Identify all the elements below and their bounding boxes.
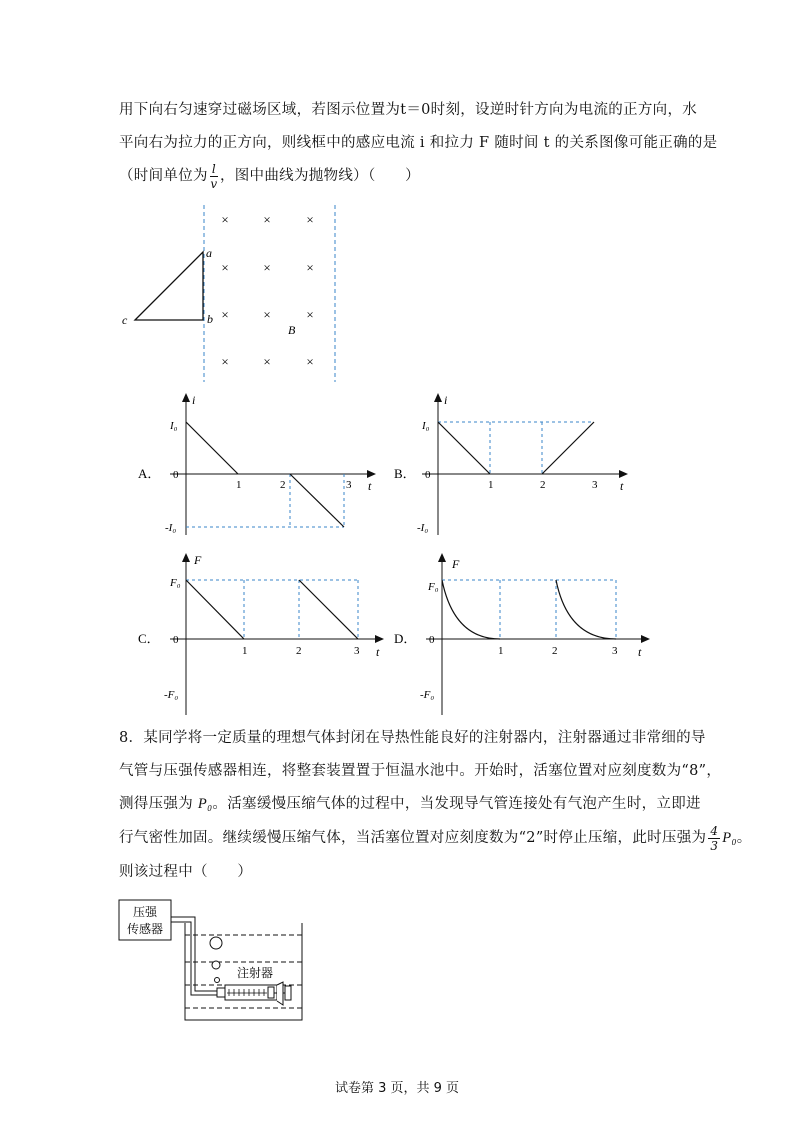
tick-label: 1: [236, 479, 242, 491]
y-axis-arrow: [438, 553, 446, 562]
y-axis-arrow: [182, 393, 190, 402]
option-d-label: D．: [394, 631, 417, 646]
q8-text-line3: [119, 788, 701, 821]
top-value-label: F₀: [428, 581, 439, 593]
option-b-graph: [390, 390, 650, 540]
q8-line4-pre: 行气密性加固。继续缓慢压缩气体，当活塞位置对应刻度数为“2”时停止压缩，此时压强为: [119, 830, 707, 846]
air-tube-inner: [171, 922, 217, 995]
tick-label: 1: [488, 479, 494, 491]
q8-apparatus-figure: [115, 895, 315, 1025]
origin-label: 0: [425, 469, 431, 481]
field-x-mark: ×: [221, 212, 229, 227]
tick-label: 3: [354, 645, 360, 657]
option-c-graph: [130, 550, 390, 720]
frac-numerator: l: [211, 161, 216, 176]
sensor-label-line2: 传感器: [126, 922, 164, 936]
curve-segment: [186, 580, 244, 639]
tick-label: 3: [346, 479, 352, 491]
p0-symbol: P₀: [197, 796, 213, 812]
x-axis-label: t: [376, 645, 380, 659]
field-x-mark: ×: [263, 260, 271, 275]
curve-segment: [186, 422, 238, 474]
y-axis-arrow: [434, 393, 442, 402]
field-x-mark: ×: [263, 354, 271, 369]
field-x-mark: ×: [306, 354, 314, 369]
syringe-flange: [277, 982, 283, 1005]
field-x-mark: ×: [306, 260, 314, 275]
curve-segment: [556, 580, 616, 639]
air-tube-outer: [171, 917, 217, 991]
curve-segment: [290, 474, 344, 527]
option-d-graph: [390, 550, 660, 720]
x-axis-arrow: [367, 470, 376, 478]
q8-text-line1: 8．某同学将一定质量的理想气体封闭在导热性能良好的注射器内，注射器通过非常细的导: [119, 730, 706, 746]
x-axis-label: t: [368, 479, 372, 493]
curve-segment: [438, 422, 490, 474]
q7-text-line3: [119, 160, 679, 193]
q8-line3-pre: 测得压强为: [119, 796, 198, 812]
curve-segment: [299, 580, 358, 639]
triangle-loop: [135, 252, 203, 320]
tick-label: 1: [242, 645, 248, 657]
bottom-value-label: -I₀: [165, 522, 177, 534]
tick-label: 2: [296, 645, 302, 657]
q7-line3-pre: （时间单位为: [119, 168, 208, 184]
field-x-mark: ×: [306, 307, 314, 322]
top-value-label: F₀: [170, 577, 181, 589]
p0-symbol: P₀: [722, 830, 737, 846]
q8-line3-post: 。活塞缓慢压缩气体的过程中，当发现导气管连接处有气泡产生时，立即进: [212, 796, 701, 812]
y-axis-label: F: [194, 553, 202, 567]
origin-label: 0: [173, 469, 179, 481]
field-x-mark: ×: [263, 212, 271, 227]
field-x-mark: ×: [221, 354, 229, 369]
q8-text-line5: 则该过程中（ ）: [119, 864, 253, 880]
page-footer: 试卷第 3 页，共 9 页: [334, 1081, 460, 1096]
y-axis-label: i: [444, 393, 448, 407]
sensor-label-line1: 压强: [132, 905, 158, 919]
syringe-piston: [268, 987, 274, 998]
q7-text-line1: 用下向右匀速穿过磁场区域，若图示位置为t＝0时刻，设逆时针方向为电流的正方向，水: [119, 102, 698, 118]
origin-label: 0: [173, 634, 179, 646]
y-axis-label: i: [192, 393, 196, 407]
option-a-graph: [130, 390, 390, 540]
pressure-fraction: [708, 824, 720, 853]
frac-denominator: v: [210, 176, 218, 191]
q7-line3-post: ，图中曲线为抛物线）（ ）: [219, 168, 420, 184]
field-x-mark: ×: [306, 212, 314, 227]
tick-label: 3: [592, 479, 598, 491]
frac-numerator: 4: [710, 823, 719, 838]
q8-line4-post: 。: [736, 830, 752, 846]
option-a-label: A．: [138, 466, 161, 481]
y-axis-label: F: [452, 557, 460, 571]
q8-text-line4: [119, 822, 752, 855]
field-x-mark: ×: [263, 307, 271, 322]
y-axis-arrow: [182, 553, 190, 562]
curve-segment: [442, 580, 500, 639]
curve-segment: [542, 422, 594, 474]
q7-field-figure: [110, 200, 360, 385]
vertex-b-label: b: [207, 312, 213, 326]
field-x-mark: ×: [221, 307, 229, 322]
option-b-label: B．: [394, 466, 416, 481]
tick-label: 2: [552, 645, 558, 657]
bottom-value-label: -F₀: [164, 689, 179, 701]
x-axis-label: t: [638, 645, 642, 659]
bottom-value-label: -F₀: [420, 689, 435, 701]
field-marks: [221, 212, 313, 369]
gas-bubble: [215, 978, 220, 983]
tick-label: 2: [540, 479, 546, 491]
plunger-handle: [285, 986, 291, 1000]
frac-denominator: 3: [710, 838, 719, 853]
gas-bubble: [212, 961, 220, 969]
q8-text-line2: 气管与压强传感器相连，将整套装置置于恒温水池中。开始时，活塞位置对应刻度数为“8”，: [119, 763, 722, 779]
vertex-a-label: a: [206, 246, 212, 260]
vertex-c-label: c: [122, 313, 128, 327]
gas-bubble: [210, 937, 222, 949]
field-x-mark: ×: [221, 260, 229, 275]
syringe-nozzle: [217, 988, 225, 997]
field-B-label: B: [288, 323, 296, 337]
bottom-value-label: -I₀: [417, 522, 429, 534]
tick-label: 1: [498, 645, 504, 657]
x-axis-arrow: [641, 635, 650, 643]
x-axis-label: t: [620, 479, 624, 493]
time-unit-fraction: [210, 162, 218, 191]
q7-text-line2: 平向右为拉力的正方向，则线框中的感应电流 i 和拉力 F 随时间 t 的关系图像可能正确的是: [119, 135, 718, 151]
origin-label: 0: [429, 634, 435, 646]
x-axis-arrow: [375, 635, 384, 643]
tick-label: 3: [612, 645, 618, 657]
option-c-label: C．: [138, 631, 160, 646]
top-value-label: I₀: [170, 420, 178, 432]
top-value-label: I₀: [422, 420, 430, 432]
syringe-label: 注射器: [237, 966, 274, 980]
x-axis-arrow: [619, 470, 628, 478]
tick-label: 2: [280, 479, 286, 491]
